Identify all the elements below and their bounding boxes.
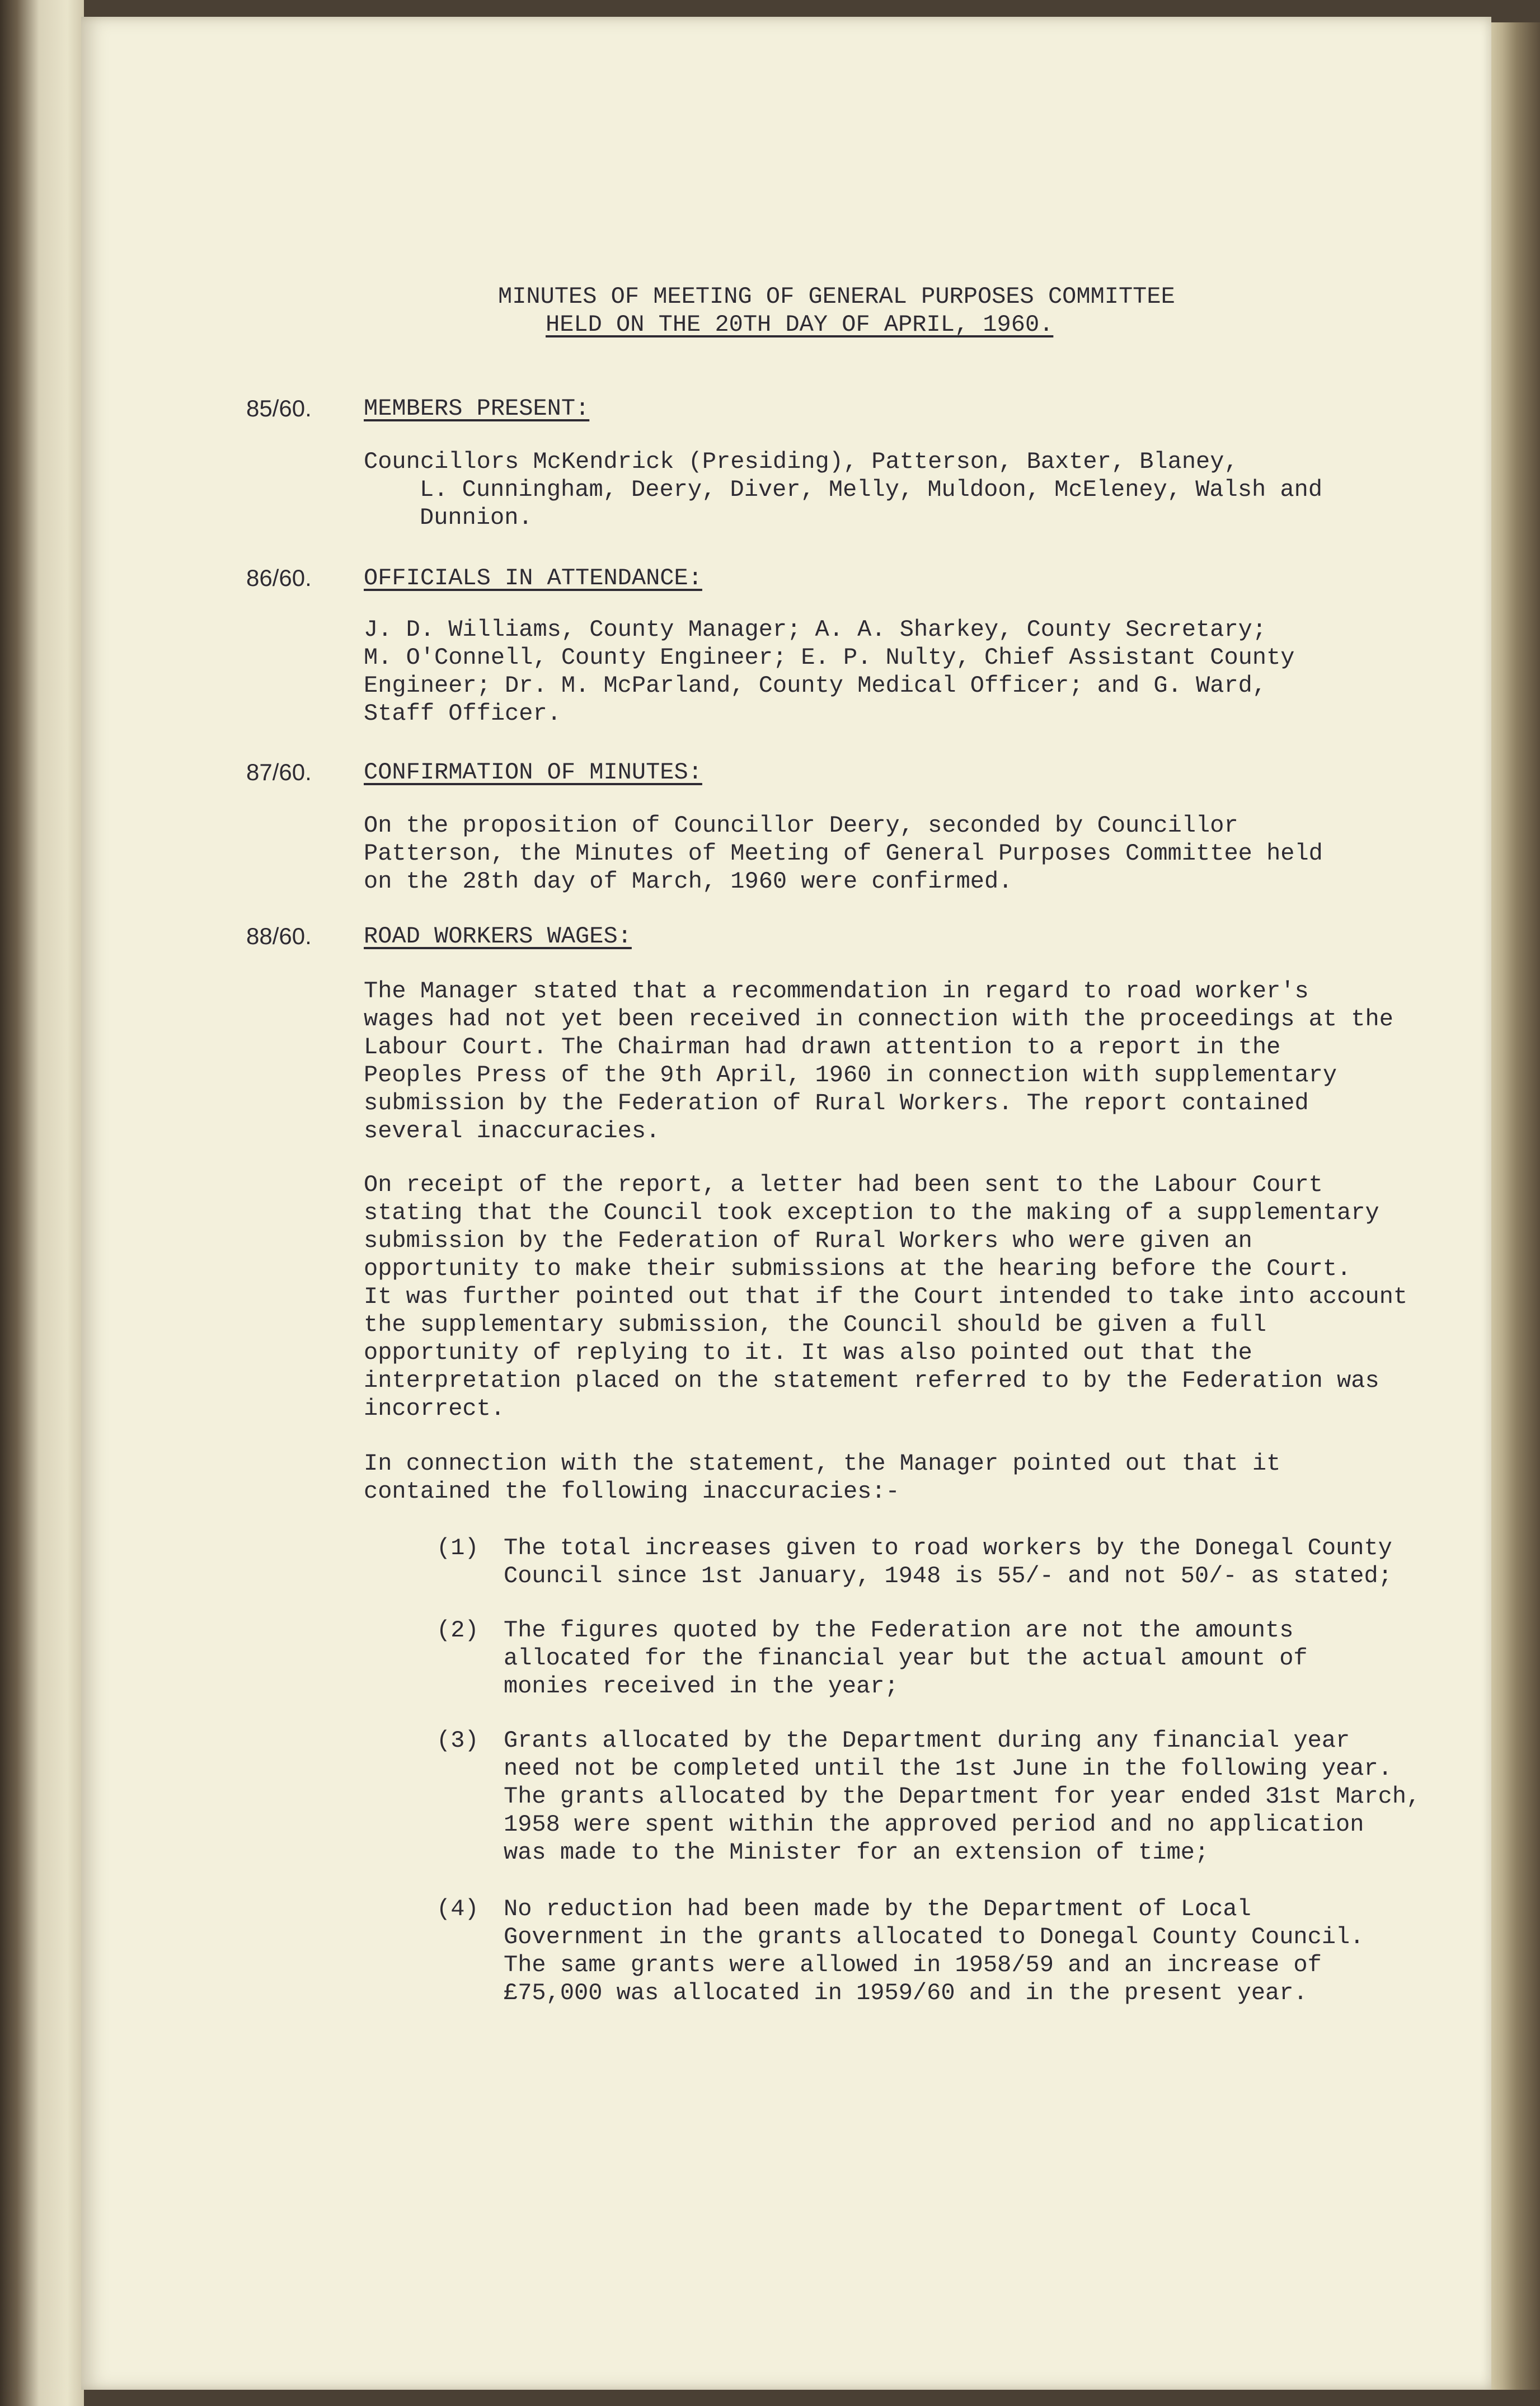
section-paragraph: J. D. Williams, County Manager; A. A. Sharkey, County Secretary; M. O'Connell, County Engineer; E. P. Nulty, Chief Assistant County Engineer; Dr. M. McParland, County Medical Officer; and G. Ward, Staff Officer. <box>364 616 1295 727</box>
book-binding <box>0 0 84 2406</box>
section-paragraph: On receipt of the report, a letter had been sent to the Labour Court stating that the Council took exception to the making of a supplementary submission by the Federation of Rural Workers who were given an opportunity to make their submissions at the hearing before the Court. It was further pointed out that if the Court intended to take into account the supplementary submission, the Council should be given a full opportunity of replying to it. It was also pointed out that the interpretation placed on the statement referred to by the Federation was incorrect. <box>364 1171 1408 1422</box>
document-title <box>498 283 1226 339</box>
section-number: 86/60. <box>246 565 312 591</box>
section-number: 85/60. <box>246 395 312 421</box>
list-item: No reduction had been made by the Department of Local Government in the grants allocated to Donegal County Council. The same grants were allowed in 1958/59 and an increase of £75,000 was allocated in 1959/60 and in the present year. <box>504 1896 1364 2006</box>
section-heading: OFFICIALS IN ATTENDANCE: <box>364 565 702 592</box>
list-item-number: (4) <box>436 1896 479 1922</box>
list-item: The figures quoted by the Federation are not the amounts allocated for the financial year but the actual amount of monies received in the year; <box>504 1617 1308 1700</box>
section-paragraph: Councillors McKendrick (Presiding), Patterson, Baxter, Blaney, L. Cunningham, Deery, Diver, Melly, Muldoon, McEleney, Walsh and Dunnion. <box>364 448 1323 531</box>
section-heading: ROAD WORKERS WAGES: <box>364 923 632 950</box>
list-item-number: (3) <box>436 1727 479 1754</box>
section-number: 87/60. <box>246 759 312 785</box>
list-item-number: (1) <box>436 1535 479 1561</box>
section-88-60 <box>246 922 1421 2042</box>
title-line-2: HELD ON THE 20TH DAY OF APRIL, 1960. <box>546 311 1054 338</box>
section-heading: MEMBERS PRESENT: <box>364 395 590 422</box>
list-item-number: (2) <box>436 1617 479 1644</box>
section-paragraph: On the proposition of Councillor Deery, seconded by Councillor Patterson, the Minutes of Meeting of General Purposes Committee held on the 28th day of March, 1960 were confirmed. <box>364 812 1323 895</box>
section-paragraph: The Manager stated that a recommendation in regard to road worker's wages had not yet been received in connection with the proceedings at the Labour Court. The Chairman had drawn attention to a report in the Peoples Press of the 9th April, 1960 in connection with supplementary submission by the Federation of Rural Workers. The report contained several inaccuracies. <box>364 978 1393 1145</box>
page-edge <box>1491 22 1540 2390</box>
list-item: Grants allocated by the Department during any financial year need not be completed until the 1st June in the following year. The grants allocated by the Department for year ended 31st March, 1958 were spent within the approved period and no application was made to the Minister for an extension of time; <box>504 1727 1421 1866</box>
section-number: 88/60. <box>246 923 312 949</box>
title-line-1: MINUTES OF MEETING OF GENERAL PURPOSES COMMITTEE <box>498 283 1175 310</box>
section-heading: CONFIRMATION OF MINUTES: <box>364 759 702 786</box>
list-item: The total increases given to road workers by the Donegal County Council since 1st January, 1948 is 55/- and not 50/- as stated; <box>504 1535 1392 1589</box>
section-paragraph: In connection with the statement, the Manager pointed out that it contained the following inaccuracies:- <box>364 1450 1281 1505</box>
